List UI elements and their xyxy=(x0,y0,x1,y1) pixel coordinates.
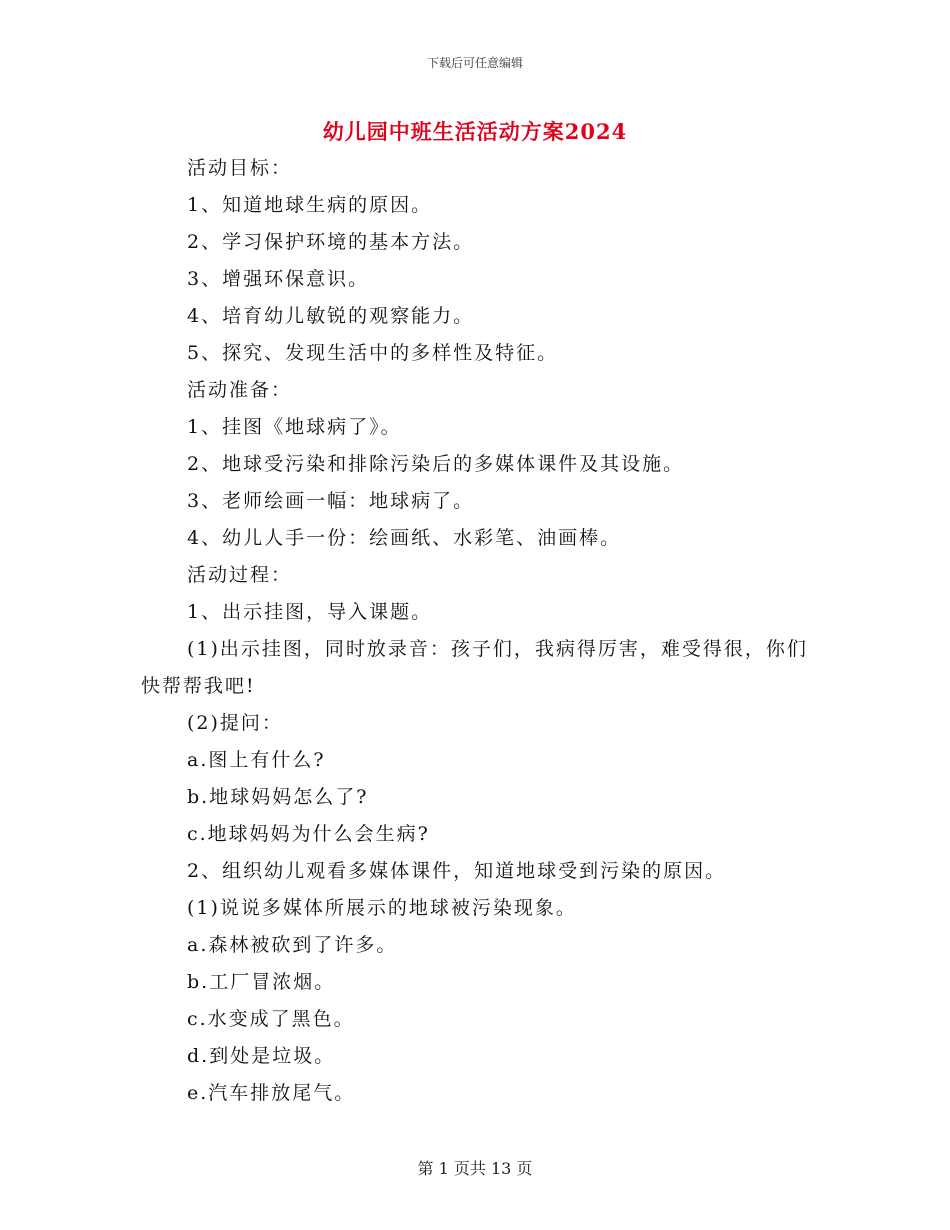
header-note: 下载后可任意编辑 xyxy=(426,56,523,70)
document-body xyxy=(141,150,821,1112)
body-line: 2、组织幼儿观看多媒体课件，知道地球受到污染的原因。 xyxy=(187,860,727,882)
body-line: c.地球妈妈为什么会生病? xyxy=(187,823,430,845)
body-line: 3、老师绘画一幅：地球病了。 xyxy=(187,490,475,512)
body-paragraph: (1)出示挂图，同时放录音：孩子们，我病得厉害，难受得很，你们快帮帮我吧! xyxy=(141,638,808,697)
body-line: 2、地球受污染和排除污染后的多媒体课件及其设施。 xyxy=(187,453,685,475)
body-line: b.工厂冒浓烟。 xyxy=(187,971,336,993)
body-line: 活动准备： xyxy=(187,379,293,401)
body-line: 1、出示挂图，导入课题。 xyxy=(187,601,433,623)
body-line: 5、探究、发现生活中的多样性及特征。 xyxy=(187,342,559,364)
body-line: 1、知道地球生病的原因。 xyxy=(187,194,433,216)
body-line: a.图上有什么? xyxy=(187,749,326,771)
body-line: b.地球妈妈怎么了? xyxy=(187,786,369,808)
body-line: 4、幼儿人手一份：绘画纸、水彩笔、油画棒。 xyxy=(187,527,622,549)
body-line: d.到处是垃圾。 xyxy=(187,1045,336,1067)
body-line: a.森林被砍到了许多。 xyxy=(187,934,398,956)
body-line: (2)提问： xyxy=(187,712,283,734)
page-footer: 第 1 页共 13 页 xyxy=(417,1159,533,1178)
body-line: 3、增强环保意识。 xyxy=(187,268,370,290)
body-line: 活动过程： xyxy=(187,564,293,586)
body-line: 4、培育幼儿敏锐的观察能力。 xyxy=(187,305,475,327)
body-line: 2、学习保护环境的基本方法。 xyxy=(187,231,475,253)
body-line: 1、挂图《地球病了》。 xyxy=(187,416,402,438)
body-line: (1)说说多媒体所展示的地球被污染现象。 xyxy=(187,897,577,919)
body-line: c.水变成了黑色。 xyxy=(187,1008,355,1030)
body-line: e.汽车排放尾气。 xyxy=(187,1082,356,1104)
document-title: 幼儿园中班生活活动方案2024 xyxy=(322,119,628,144)
body-line: 活动目标： xyxy=(187,157,293,179)
